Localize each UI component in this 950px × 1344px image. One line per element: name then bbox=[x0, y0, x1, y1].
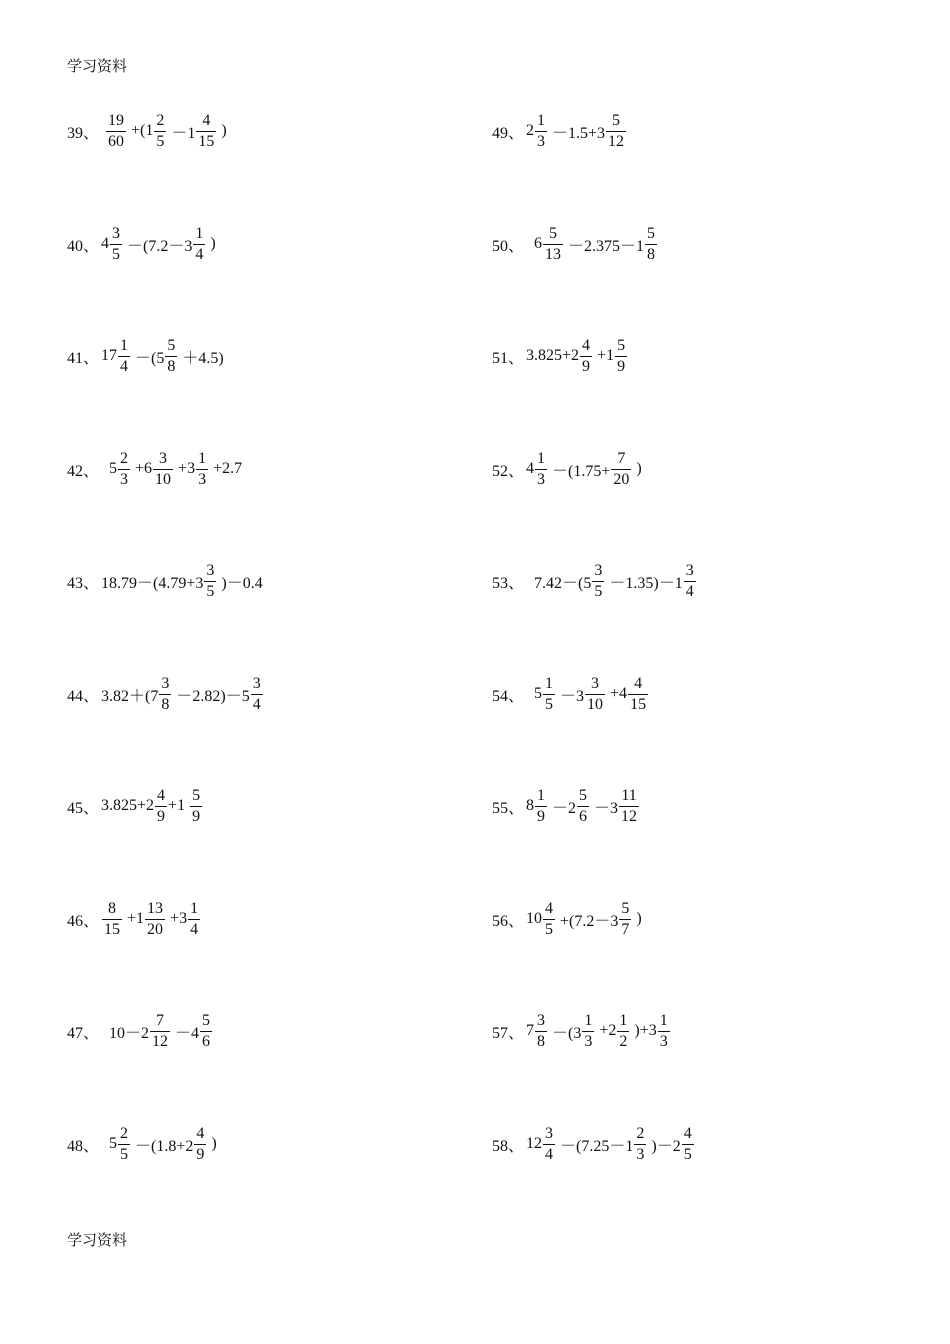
denominator: 5 bbox=[112, 245, 121, 263]
numerator: 3 bbox=[252, 674, 261, 692]
fraction bbox=[586, 676, 604, 713]
fraction bbox=[107, 113, 125, 150]
fraction bbox=[581, 338, 591, 375]
fraction bbox=[119, 451, 129, 488]
numerator: 5 bbox=[612, 111, 621, 129]
expression-text: 10－2 bbox=[101, 1024, 150, 1042]
denominator: 4 bbox=[685, 582, 694, 600]
page-header: 学习资料 bbox=[67, 57, 128, 75]
fraction bbox=[544, 676, 554, 713]
expression-text: 3.825+2 bbox=[526, 347, 580, 364]
expression-text: 5 bbox=[101, 460, 118, 477]
numerator: 1 bbox=[619, 1011, 628, 1029]
expression-text: 5 bbox=[526, 685, 543, 702]
fraction bbox=[620, 901, 630, 938]
numerator: 4 bbox=[157, 786, 166, 804]
fraction bbox=[166, 338, 176, 375]
numerator: 3 bbox=[537, 1011, 546, 1029]
expression-text: +2.7 bbox=[209, 460, 243, 477]
expression-text: －2.375－1 bbox=[564, 237, 645, 255]
problem-number: 56、 bbox=[492, 912, 525, 930]
denominator: 4 bbox=[252, 695, 261, 713]
fraction bbox=[201, 1013, 211, 1050]
problem-number: 46、 bbox=[67, 912, 100, 930]
fraction bbox=[646, 226, 656, 263]
numerator: 4 bbox=[196, 1124, 205, 1142]
fraction bbox=[146, 901, 164, 938]
expression-text: +1 bbox=[168, 797, 190, 814]
numerator: 5 bbox=[617, 336, 626, 354]
denominator: 5 bbox=[683, 1145, 692, 1163]
fraction bbox=[544, 226, 562, 263]
expression-text: －(5 bbox=[131, 349, 165, 367]
problem-item bbox=[492, 781, 640, 831]
denominator: 2 bbox=[619, 1032, 628, 1050]
numerator: 3 bbox=[206, 561, 215, 579]
numerator: 3 bbox=[161, 674, 170, 692]
numerator: 1 bbox=[195, 224, 204, 242]
problem-item bbox=[492, 556, 697, 606]
problem-number: 39、 bbox=[67, 124, 100, 142]
problem-number: 41、 bbox=[67, 349, 100, 367]
denominator: 13 bbox=[545, 245, 562, 263]
denominator: 9 bbox=[192, 807, 201, 825]
numerator: 3 bbox=[685, 561, 694, 579]
denominator: 4 bbox=[190, 920, 199, 938]
expression-text: －1.35)－1 bbox=[605, 574, 683, 592]
expression-text: ) bbox=[632, 910, 642, 927]
expression-text: +(1 bbox=[127, 122, 154, 139]
problem-item bbox=[67, 331, 224, 381]
denominator: 8 bbox=[647, 245, 656, 263]
denominator: 4 bbox=[195, 245, 204, 263]
problem-item bbox=[492, 1006, 671, 1056]
problem-item bbox=[67, 556, 263, 606]
fraction bbox=[119, 1126, 129, 1163]
fraction bbox=[536, 451, 546, 488]
expression-text: 3.825+2 bbox=[101, 797, 155, 814]
denominator: 5 bbox=[156, 132, 165, 150]
problem-number: 44、 bbox=[67, 687, 100, 705]
numerator: 4 bbox=[202, 111, 211, 129]
problem-number: 53、 bbox=[492, 574, 525, 592]
expression-text: ) bbox=[217, 122, 227, 139]
expression-text: +1 bbox=[593, 347, 615, 364]
fraction bbox=[544, 1126, 554, 1163]
expression-text: －1 bbox=[167, 124, 196, 142]
expression-text: 4 bbox=[526, 460, 535, 477]
problem-item bbox=[492, 1119, 695, 1169]
expression-text: －4 bbox=[171, 1024, 200, 1042]
denominator: 3 bbox=[537, 470, 546, 488]
denominator: 9 bbox=[157, 807, 166, 825]
problem-item bbox=[67, 1006, 213, 1056]
denominator: 12 bbox=[152, 1032, 169, 1050]
expression-text: 8 bbox=[526, 797, 535, 814]
problem-number: 40、 bbox=[67, 237, 100, 255]
denominator: 12 bbox=[608, 132, 625, 150]
denominator: 6 bbox=[579, 807, 588, 825]
denominator: 8 bbox=[167, 357, 176, 375]
expression-text: 10 bbox=[526, 910, 543, 927]
expression-text: －(7.25－1 bbox=[556, 1137, 634, 1155]
numerator: 5 bbox=[192, 786, 201, 804]
page-footer: 学习资料 bbox=[67, 1231, 128, 1249]
numerator: 2 bbox=[636, 1124, 645, 1142]
denominator: 60 bbox=[108, 132, 125, 150]
fraction bbox=[103, 901, 121, 938]
denominator: 9 bbox=[582, 357, 591, 375]
numerator: 7 bbox=[156, 1011, 165, 1029]
denominator: 3 bbox=[120, 470, 129, 488]
expression-text: 7.42－(5 bbox=[526, 574, 592, 592]
numerator: 13 bbox=[147, 899, 164, 917]
fraction bbox=[635, 1126, 645, 1163]
expression-text: +(7.2－3 bbox=[556, 912, 619, 930]
problem-number: 55、 bbox=[492, 799, 525, 817]
problem-number: 43、 bbox=[67, 574, 100, 592]
denominator: 12 bbox=[621, 807, 638, 825]
problem-number: 48、 bbox=[67, 1137, 100, 1155]
expression-text: ) bbox=[207, 1135, 217, 1152]
numerator: 1 bbox=[537, 449, 546, 467]
denominator: 3 bbox=[198, 470, 207, 488]
fraction bbox=[111, 226, 121, 263]
expression-text: ) bbox=[206, 235, 216, 252]
fraction bbox=[191, 788, 201, 825]
numerator: 5 bbox=[549, 224, 558, 242]
problem-item bbox=[492, 331, 628, 381]
fraction bbox=[578, 788, 588, 825]
denominator: 20 bbox=[613, 470, 630, 488]
expression-text: －1.5+3 bbox=[548, 124, 606, 142]
expression-text: －(1.8+2 bbox=[131, 1137, 194, 1155]
fraction bbox=[205, 563, 215, 600]
problem-number: 45、 bbox=[67, 799, 100, 817]
fraction bbox=[536, 113, 546, 150]
numerator: 5 bbox=[167, 336, 176, 354]
fraction bbox=[659, 1013, 669, 1050]
fraction bbox=[160, 676, 170, 713]
numerator: 8 bbox=[108, 899, 117, 917]
problem-item bbox=[492, 219, 658, 269]
problem-item bbox=[492, 106, 627, 156]
numerator: 1 bbox=[190, 899, 199, 917]
numerator: 2 bbox=[120, 1124, 129, 1142]
numerator: 4 bbox=[582, 336, 591, 354]
expression-text: 3.82＋(7 bbox=[101, 687, 159, 705]
expression-text: )－0.4 bbox=[217, 574, 263, 592]
expression-text: +2 bbox=[595, 1022, 617, 1039]
numerator: 11 bbox=[621, 786, 637, 804]
numerator: 3 bbox=[594, 561, 603, 579]
fraction bbox=[536, 788, 546, 825]
fraction bbox=[618, 1013, 628, 1050]
expression-text: +6 bbox=[131, 460, 153, 477]
fraction bbox=[620, 788, 638, 825]
denominator: 3 bbox=[659, 1032, 668, 1050]
fraction bbox=[607, 113, 625, 150]
denominator: 5 bbox=[545, 920, 554, 938]
expression-text: 17 bbox=[101, 347, 118, 364]
expression-text: ) bbox=[632, 460, 642, 477]
expression-text: 7 bbox=[526, 1022, 535, 1039]
expression-text: －(7.2－3 bbox=[123, 237, 193, 255]
numerator: 1 bbox=[659, 1011, 668, 1029]
fraction bbox=[629, 676, 647, 713]
denominator: 5 bbox=[545, 695, 554, 713]
denominator: 20 bbox=[147, 920, 164, 938]
expression-text: －(1.75+ bbox=[548, 462, 611, 480]
numerator: 1 bbox=[198, 449, 207, 467]
denominator: 4 bbox=[545, 1145, 554, 1163]
numerator: 1 bbox=[584, 1011, 593, 1029]
fraction bbox=[252, 676, 262, 713]
denominator: 9 bbox=[617, 357, 626, 375]
numerator: 7 bbox=[617, 449, 626, 467]
denominator: 3 bbox=[584, 1032, 593, 1050]
expression-text bbox=[101, 122, 105, 140]
fraction bbox=[685, 563, 695, 600]
expression-text: )－2 bbox=[647, 1137, 681, 1155]
expression-text: 2 bbox=[526, 122, 535, 139]
expression-text: +1 bbox=[123, 910, 145, 927]
denominator: 10 bbox=[587, 695, 604, 713]
expression-text: －3 bbox=[556, 687, 585, 705]
problem-item bbox=[67, 106, 227, 156]
denominator: 10 bbox=[155, 470, 172, 488]
problem-item bbox=[492, 894, 642, 944]
numerator: 1 bbox=[545, 674, 554, 692]
denominator: 5 bbox=[206, 582, 215, 600]
fraction bbox=[156, 788, 166, 825]
denominator: 15 bbox=[104, 920, 121, 938]
numerator: 3 bbox=[545, 1124, 554, 1142]
denominator: 7 bbox=[621, 920, 630, 938]
fraction bbox=[151, 1013, 169, 1050]
numerator: 4 bbox=[634, 674, 643, 692]
denominator: 9 bbox=[196, 1145, 205, 1163]
problem-number: 52、 bbox=[492, 462, 525, 480]
problem-number: 49、 bbox=[492, 124, 525, 142]
numerator: 4 bbox=[545, 899, 554, 917]
problem-number: 47、 bbox=[67, 1024, 100, 1042]
problem-item bbox=[492, 669, 649, 719]
problem-item bbox=[67, 219, 216, 269]
denominator: 8 bbox=[537, 1032, 546, 1050]
expression-text: 4 bbox=[101, 235, 110, 252]
denominator: 4 bbox=[120, 357, 129, 375]
numerator: 2 bbox=[120, 449, 129, 467]
problem-item bbox=[67, 781, 203, 831]
fraction bbox=[616, 338, 626, 375]
expression-text: －2 bbox=[548, 799, 577, 817]
fraction bbox=[189, 901, 199, 938]
denominator: 15 bbox=[198, 132, 215, 150]
problem-item bbox=[67, 894, 201, 944]
numerator: 1 bbox=[537, 111, 546, 129]
problem-item bbox=[67, 669, 264, 719]
problem-number: 57、 bbox=[492, 1024, 525, 1042]
fraction bbox=[536, 1013, 546, 1050]
fraction bbox=[195, 1126, 205, 1163]
expression-text: ＋4.5) bbox=[178, 349, 224, 367]
numerator: 5 bbox=[579, 786, 588, 804]
denominator: 3 bbox=[537, 132, 546, 150]
expression-text: －(3 bbox=[548, 1024, 582, 1042]
fraction bbox=[194, 226, 204, 263]
numerator: 5 bbox=[647, 224, 656, 242]
expression-text: －2.82)－5 bbox=[172, 687, 250, 705]
problem-item bbox=[67, 1119, 217, 1169]
expression-text: －3 bbox=[590, 799, 619, 817]
numerator: 3 bbox=[112, 224, 121, 242]
numerator: 3 bbox=[591, 674, 600, 692]
problem-number: 42、 bbox=[67, 462, 100, 480]
numerator: 19 bbox=[108, 111, 125, 129]
problem-number: 51、 bbox=[492, 349, 525, 367]
fraction bbox=[197, 113, 215, 150]
denominator: 6 bbox=[202, 1032, 211, 1050]
denominator: 15 bbox=[630, 695, 647, 713]
denominator: 5 bbox=[120, 1145, 129, 1163]
fraction bbox=[612, 451, 630, 488]
problem-number: 50、 bbox=[492, 237, 525, 255]
problem-number: 54、 bbox=[492, 687, 525, 705]
expression-text: +4 bbox=[606, 685, 628, 702]
denominator: 8 bbox=[161, 695, 170, 713]
problem-number: 58、 bbox=[492, 1137, 525, 1155]
expression-text: +3 bbox=[174, 460, 196, 477]
numerator: 5 bbox=[621, 899, 630, 917]
problem-item bbox=[492, 444, 642, 494]
numerator: 2 bbox=[156, 111, 165, 129]
expression-text: +3 bbox=[166, 910, 188, 927]
problem-item bbox=[67, 444, 242, 494]
fraction bbox=[583, 1013, 593, 1050]
denominator: 9 bbox=[537, 807, 546, 825]
fraction bbox=[197, 451, 207, 488]
numerator: 5 bbox=[202, 1011, 211, 1029]
expression-text: 12 bbox=[526, 1135, 543, 1152]
denominator: 3 bbox=[636, 1145, 645, 1163]
numerator: 4 bbox=[683, 1124, 692, 1142]
fraction bbox=[544, 901, 554, 938]
expression-text: 18.79－(4.79+3 bbox=[101, 574, 204, 592]
expression-text: 6 bbox=[526, 235, 543, 252]
fraction bbox=[155, 113, 165, 150]
fraction bbox=[154, 451, 172, 488]
numerator: 1 bbox=[120, 336, 129, 354]
fraction bbox=[593, 563, 603, 600]
numerator: 1 bbox=[537, 786, 546, 804]
denominator: 5 bbox=[594, 582, 603, 600]
expression-text: 5 bbox=[101, 1135, 118, 1152]
fraction bbox=[683, 1126, 693, 1163]
fraction bbox=[119, 338, 129, 375]
expression-text: )+3 bbox=[630, 1022, 657, 1039]
numerator: 3 bbox=[159, 449, 168, 467]
